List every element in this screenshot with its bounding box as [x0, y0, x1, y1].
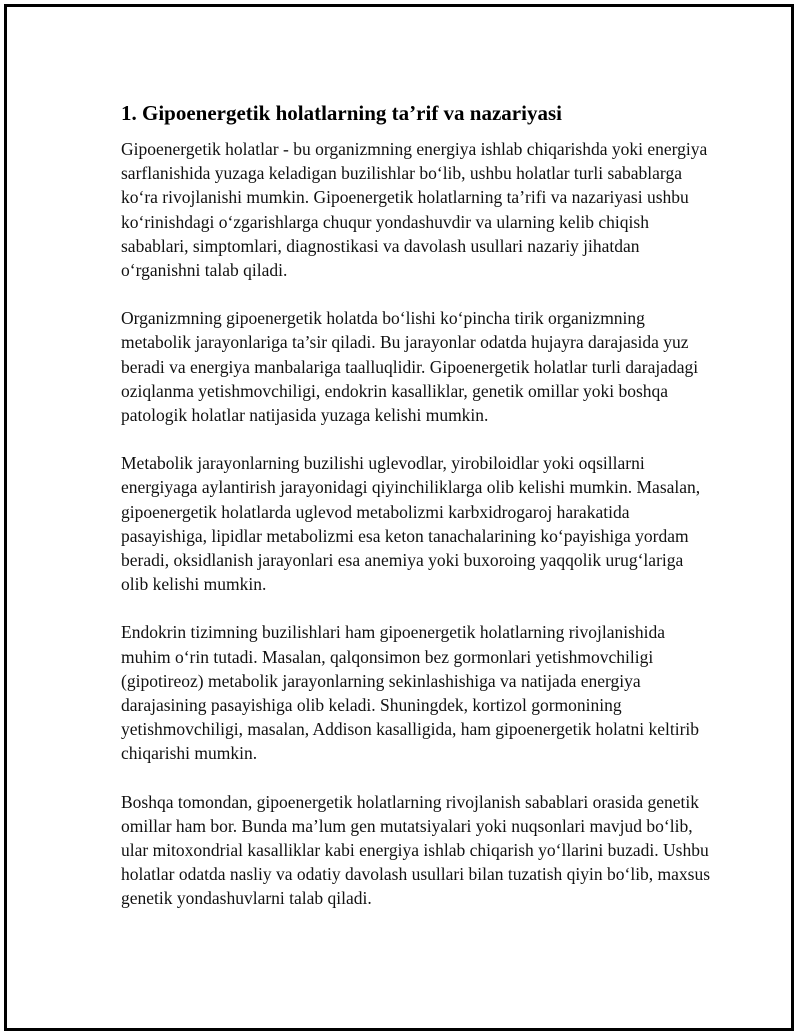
page-border	[4, 4, 794, 1031]
paragraph-4: Endokrin tizimning buzilishlari ham gipoenergetik holatlarning rivojlanishida muhim o‘rin tutadi. Masalan, qalqonsimon bez gormonlari yetishmovchiligi (gipotireoz) metabolik jarayonlarning sekinlashishiga va natijada energiya darajasining pasayishiga olib keladi. Shuningdek, kortizol gormonining yetishmovchiligi, masalan, Addison kasalligida, ham gipoenergetik holatni keltirib chiqarishi mumkin.	[121, 622, 700, 764]
paragraph-1: Gipoenergetik holatlar - bu organizmning energiya ishlab chiqarishda yoki energiya sarflanishida yuzaga keladigan buzilishlar bo‘lib, ushbu holatlar turli sabablarga ko‘ra rivojlanishi mumkin. Gipoenergetik holatlarning ta’rifi va nazariyasi ushbu ko‘rinishdagi o‘zgarishlarga chuqur yondashuvdir va ularning kelib chiqish sabablari, simptomlari, diagnostikasi va davolash usullari nazariy jihatdan o‘rganishni talab qiladi.	[121, 139, 708, 281]
paragraph-3: Metabolik jarayonlarning buzilishi uglevodlar, yirobiloidlar yoki oqsillarni energiyaga aylantirish jarayonidagi qiyinchiliklarga olib kelishi mumkin. Masalan, gipoenergetik holatlarda uglevod metabolizmi karbxidrogaroj harakatida pasayishiga, lipidlar metabolizmi esa keton tanachalarining ko‘payishiga yordam beradi, oksidlanish jarayonlari esa anemiya yoki buxoroing yaqqolik urug‘lariga olib kelishi mumkin.	[121, 453, 701, 595]
section-heading: 1. Gipoenergetik holatlarning ta’rif va nazariyasi	[121, 101, 562, 125]
paragraph-5: Boshqa tomondan, gipoenergetik holatlarning rivojlanish sabablari orasida genetik omillar ham bor. Bunda ma’lum gen mutatsiyalari yoki nuqsonlari mavjud bo‘lib, ular mitoxondrial kasalliklar kabi energiya ishlab chiqarish yo‘llarini buzadi. Ushbu holatlar odatda nasliy va odatiy davolash usullari bilan tuzatish qiyin bo‘lib, maxsus genetik yondashuvlarni talab qiladi.	[121, 791, 711, 909]
document-body	[121, 99, 711, 935]
paragraph-2: Organizmning gipoenergetik holatda bo‘lishi ko‘pincha tirik organizmning metabolik jarayonlariga ta’sir qiladi. Bu jarayonlar odatda hujayra darajasida yuz beradi va energiya manbalariga taalluqlidir. Gipoenergetik holatlar turli darajadagi oziqlanma yetishmovchiligi, endokrin kasalliklar, genetik omillar yoki boshqa patologik holatlar natijasida yuzaga kelishi mumkin.	[121, 308, 699, 426]
